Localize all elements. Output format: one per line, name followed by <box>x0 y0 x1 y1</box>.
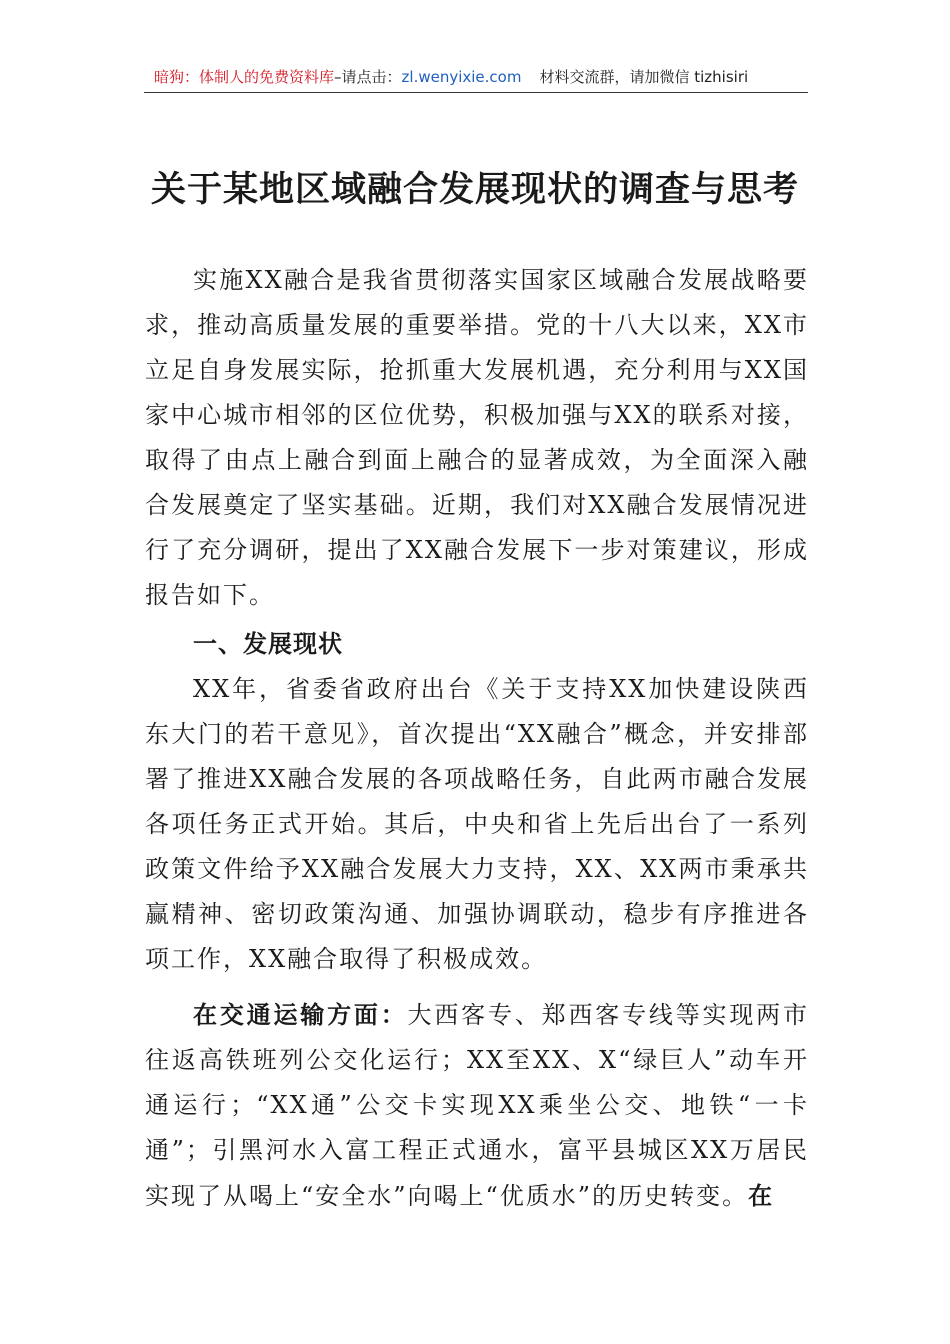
section-heading: 一、发展现状 <box>193 630 343 658</box>
header-note: 材料交流群，请加微信 tizhisiri <box>539 68 749 86</box>
trailing-text: 在 <box>748 1181 775 1210</box>
section-paragraph: XX年，省委省政府出台《关于支持XX加快建设陕西东大门的若干意见》，首次提出“XX融合”概念，并安排部署了推进XX融合发展的各项战略任务，自此两市融合发展各项任务正式开始。其后，中央和省上先后出台了一系列政策文件给予XX融合发展大力支持，XX、XX两市秉承共赢精神、密切政策沟通、加强协调联动，稳步有序推进各项工作，XX融合取得了积极成效。 <box>145 675 809 973</box>
document-body <box>145 258 809 1219</box>
page-header <box>144 66 808 93</box>
header-separator: –请点击： <box>334 68 402 86</box>
header-brand: 暗狗：体制人的免费资料库 <box>154 68 335 86</box>
intro-paragraph: 实施XX融合是我省贯彻落实国家区域融合发展战略要求，推动高质量发展的重要举措。党的十八大以来，XX市立足自身发展实际，抢抓重大发展机遇，充分利用与XX国家中心城市相邻的区位优势，积极加强与XX的联系对接，取得了由点上融合到面上融合的显著成效，为全面深入融合发展奠定了坚实基础。近期，我们对XX融合发展情况进行了充分调研，提出了XX融合发展下一步对策建议，形成报告如下。 <box>145 266 809 609</box>
transport-text: 大西客专、郑西客专线等实现两市往返高铁班列公交化运行；XX至XX、X“绿巨人”动车开通运行；“XX通”公交卡实现XX乘坐公交、地铁“一卡通”；引黑河水入富工程正式通水，富平县城区XX万居民实现了从喝上“安全水”向喝上“优质水”的历史转变。 <box>145 1001 810 1210</box>
document-title: 关于某地区域融合发展现状的调查与思考 <box>150 169 799 210</box>
transport-paragraph <box>145 992 809 1219</box>
transport-lead: 在交通运输方面： <box>193 1000 408 1029</box>
header-link[interactable]: zl.wenyixie.com <box>401 68 522 86</box>
